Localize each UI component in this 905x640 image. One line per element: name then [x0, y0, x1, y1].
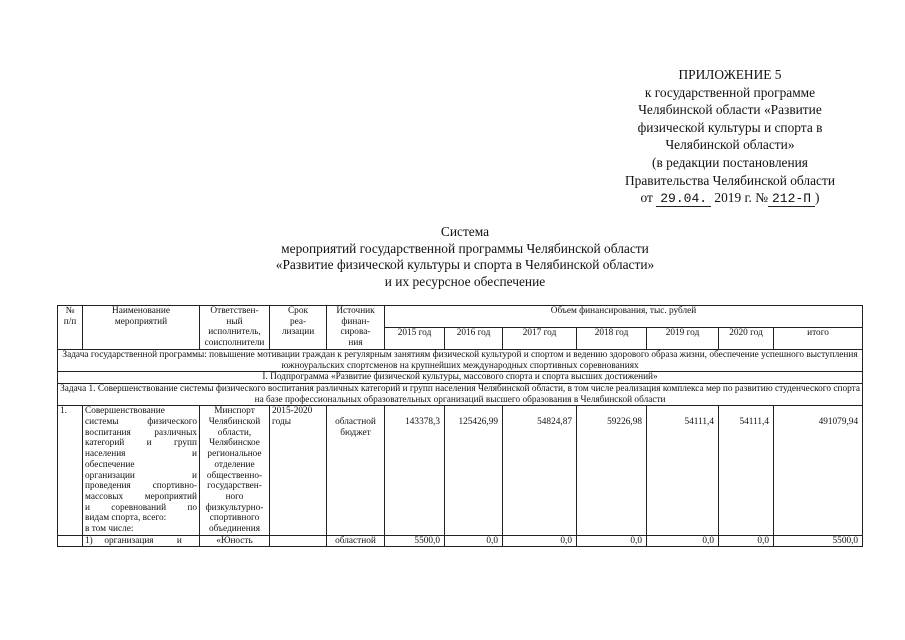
value-2019: 54111,4	[647, 406, 719, 535]
decree-number: 212-П	[768, 191, 815, 207]
appendix-line: Челябинской области»	[665, 137, 795, 153]
header-source: Источник финан- сирова- ния	[327, 306, 385, 350]
value-2016: 125426,99	[445, 406, 503, 535]
value-2017: 54824,87	[503, 406, 577, 535]
value-total: 5500,0	[774, 535, 863, 547]
appendix-line: (в редакции постановления	[652, 154, 808, 170]
value-2018: 0,0	[577, 535, 647, 547]
header-row	[58, 306, 863, 328]
row-num-empty	[58, 535, 83, 547]
document-title	[200, 224, 730, 290]
appendix-line: Правительства Челябинской области	[625, 172, 835, 188]
title-line: «Развитие физической культуры и спорта в Челябинской области»	[275, 257, 655, 273]
header-year-2017: 2017 год	[503, 327, 577, 349]
appendix-line: ПРИЛОЖЕНИЕ 5	[678, 67, 782, 82]
measure-name: 1) организация и	[83, 535, 200, 547]
title-line: и их ресурсное обеспечение	[384, 273, 546, 289]
measures-table	[57, 305, 863, 547]
header-total: итого	[774, 327, 863, 349]
date-prefix: от	[640, 190, 653, 206]
task-1: Задача 1. Совершенствование системы физического воспитания различных категорий и групп населения Челябинской области, в том числе реализация комплекса мер по развитию студенческого спорта на базе профессиональных образовательных организаций высшего образования в Челябинской области	[58, 383, 863, 405]
date-close: )	[815, 190, 820, 206]
value-2020: 0,0	[719, 535, 774, 547]
measure-term-empty	[270, 535, 327, 547]
title-line: Система	[440, 224, 490, 239]
value-2020: 54111,4	[719, 406, 774, 535]
row-num: 1.	[58, 406, 83, 535]
subprogram-title: I. Подпрограмма «Развитие физической культуры, массового спорта и спорта высших достижений»	[58, 372, 863, 384]
header-term: Срок реа- лизации	[270, 306, 327, 350]
task-state-row	[58, 349, 863, 371]
value-2016: 0,0	[445, 535, 503, 547]
table-row	[58, 406, 863, 535]
value-2019: 0,0	[647, 535, 719, 547]
appendix-header	[560, 66, 900, 208]
measure-source: областной бюджет	[327, 406, 385, 535]
subprogram-row	[58, 372, 863, 384]
header-funding: Объем финансирования, тыс. рублей	[385, 306, 863, 328]
appendix-line: Челябинской области «Развитие	[638, 102, 822, 118]
table-row	[58, 535, 863, 547]
header-num: № п/п	[58, 306, 83, 350]
header-responsible: Ответствен- ный исполнитель, соисполнители	[200, 306, 270, 350]
header-year-2016: 2016 год	[445, 327, 503, 349]
measure-term: 2015-2020 годы	[270, 406, 327, 535]
measure-responsible: Минспорт Челябинской области, Челябинское региональное отделение общественно- государствен- ного физкультурно- спортивного объединения	[200, 406, 270, 535]
header-year-2020: 2020 год	[719, 327, 774, 349]
measure-responsible: «Юность	[200, 535, 270, 547]
header-year-2015: 2015 год	[385, 327, 445, 349]
date-value: 29.04.	[656, 191, 711, 207]
appendix-line: к государственной программе	[644, 84, 816, 100]
appendix-line: физической культуры и спорта в	[637, 119, 823, 135]
value-2018: 59226,98	[577, 406, 647, 535]
value-total: 491079,94	[774, 406, 863, 535]
measure-source: областной	[327, 535, 385, 547]
title-line: мероприятий государственной программы Челябинской области	[281, 240, 649, 256]
header-year-2019: 2019 год	[647, 327, 719, 349]
value-2015: 143378,3	[385, 406, 445, 535]
measure-name: Совершенствование системы физического воспитания различных категорий и групп населения и обеспечение организации и проведения спортивно- массовых мероприятий и соревнований по видам спорта, всего: в том числе:	[83, 406, 200, 535]
value-2015: 5500,0	[385, 535, 445, 547]
date-suffix: 2019 г. №	[714, 190, 768, 206]
appendix-date-line	[560, 189, 900, 208]
task-state: Задача государственной программы: повышение мотивации граждан к регулярным занятиям физической культурой и спортом и ведению здорового образа жизни, обеспечение успешного выступления южноуральских спортсменов на крупнейших международных спортивных соревнованиях	[58, 349, 863, 371]
header-name: Наименование мероприятий	[83, 306, 200, 350]
task-1-row	[58, 383, 863, 405]
value-2017: 0,0	[503, 535, 577, 547]
header-year-2018: 2018 год	[577, 327, 647, 349]
